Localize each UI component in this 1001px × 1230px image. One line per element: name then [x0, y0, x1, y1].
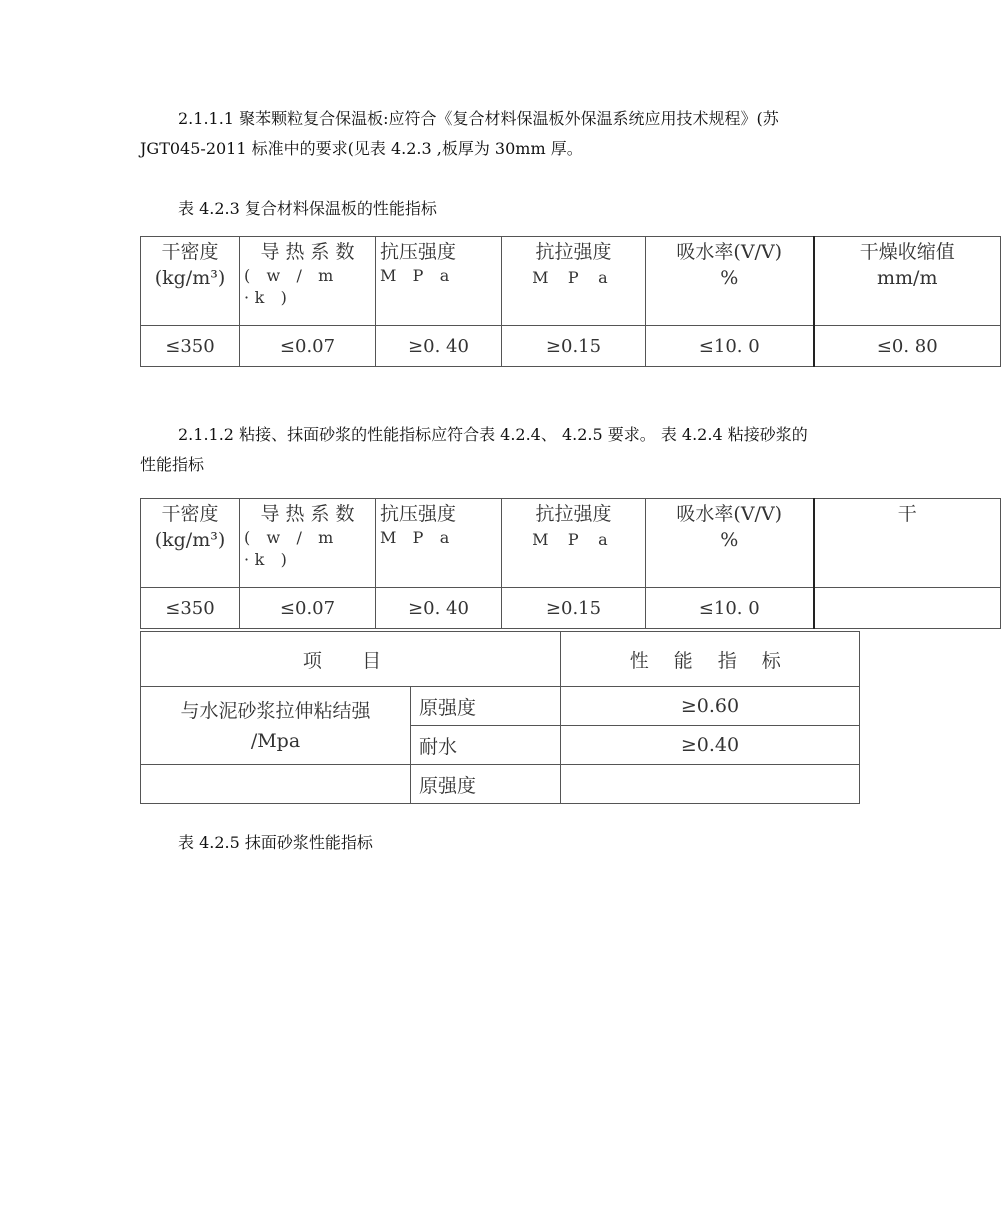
value-thermal-conductivity: ≤0.07	[240, 588, 376, 629]
header-dry-density: 干密度 (kg/m³)	[141, 237, 240, 326]
header-thermal-conductivity: 导 热 系 数 ( w / m ·k )	[240, 499, 376, 588]
bond-row-cut	[141, 765, 860, 804]
header-water-absorption: 吸水率(V/V) %	[646, 499, 814, 588]
table-4-2-5-caption: 表 4.2.5 抹面砂浆性能指标	[178, 833, 373, 852]
header-item: 项 目	[141, 632, 561, 687]
value-tensile-strength: ≥0.15	[502, 326, 646, 367]
value-cell	[561, 765, 860, 804]
table-4-2-4-value-row	[141, 588, 1001, 629]
header-cut-off: 干	[814, 499, 1001, 588]
value-cell: ≥0.40	[561, 726, 860, 765]
bond-header-row	[141, 632, 860, 687]
header-thermal-conductivity: 导 热 系 数 ( w / m ·k )	[240, 237, 376, 326]
group-label-cement-mortar: 与水泥砂浆拉伸粘结强 /Mpa	[141, 687, 411, 765]
table-4-2-3-header-row	[141, 237, 1001, 326]
value-cell: ≥0.60	[561, 687, 860, 726]
table-4-2-4-bond-strength	[140, 631, 860, 797]
table-4-2-3	[140, 236, 955, 372]
table-4-2-3-caption: 表 4.2.3 复合材料保温板的性能指标	[178, 199, 437, 218]
condition-cell: 原强度	[411, 765, 561, 804]
value-thermal-conductivity: ≤0.07	[240, 326, 376, 367]
table-4-2-4-header-row	[141, 499, 1001, 588]
value-compressive-strength: ≥0. 40	[376, 588, 502, 629]
header-compressive-strength: 抗压强度 M P a	[376, 237, 502, 326]
header-tensile-strength: 抗拉强度 M P a	[502, 237, 646, 326]
value-water-absorption: ≤10. 0	[646, 588, 814, 629]
value-compressive-strength: ≥0. 40	[376, 326, 502, 367]
table-4-2-3-value-row	[141, 326, 1001, 367]
header-dry-density: 干密度 (kg/m³)	[141, 499, 240, 588]
header-performance-index: 性 能 指 标	[561, 632, 860, 687]
bond-row	[141, 687, 860, 726]
header-tensile-strength: 抗拉强度 M P a	[502, 499, 646, 588]
value-dry-density: ≤350	[141, 326, 240, 367]
value-tensile-strength: ≥0.15	[502, 588, 646, 629]
header-water-absorption: 吸水率(V/V) %	[646, 237, 814, 326]
paragraph-2-1-1-2: 2.1.1.2 粘接、抹面砂浆的性能指标应符合表 4.2.4、 4.2.5 要求。 表 4.2.4 粘接砂浆的性能指标	[140, 425, 808, 474]
header-drying-shrinkage: 干燥收缩值 mm/m	[814, 237, 1001, 326]
value-drying-shrinkage: ≤0. 80	[814, 326, 1001, 367]
condition-cell: 原强度	[411, 687, 561, 726]
paragraph-2-1-1-1: 2.1.1.1 聚苯颗粒复合保温板:应符合《复合材料保温板外保温系统应用技术规程》(苏 JGT045-2011 标准中的要求(见表 4.2.3 ,板厚为 30mm 厚。	[140, 109, 779, 158]
group-label-cut	[141, 765, 411, 804]
value-dry-density: ≤350	[141, 588, 240, 629]
value-water-absorption: ≤10. 0	[646, 326, 814, 367]
table-4-2-4-image-top	[140, 498, 917, 634]
header-compressive-strength: 抗压强度 M P a	[376, 499, 502, 588]
condition-cell: 耐水	[411, 726, 561, 765]
value-cut-off	[814, 588, 1001, 629]
